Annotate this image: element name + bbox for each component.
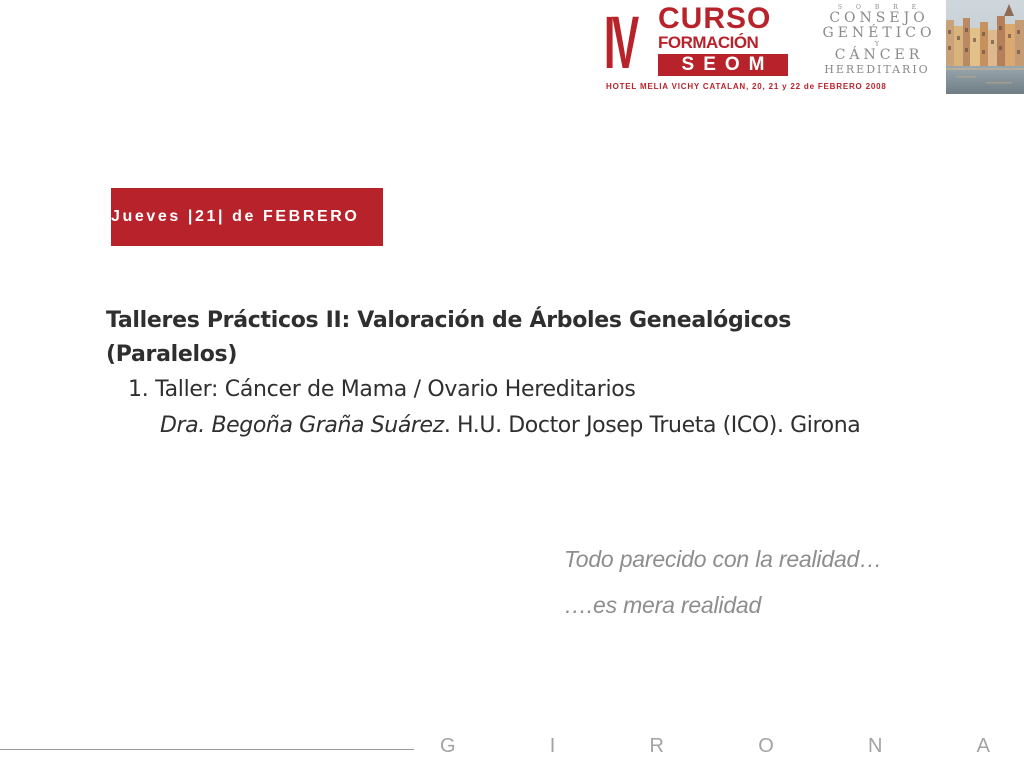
session-title-line-2: (Paralelos) [106, 342, 238, 367]
session-details [106, 304, 1006, 444]
logo-y: Y [875, 41, 893, 48]
logo-seom: SEOM [658, 54, 788, 76]
logo-sobre: SOBRE [837, 4, 931, 11]
footer-letter: A [976, 735, 990, 757]
logo-course-topic [815, 4, 939, 76]
footer-divider [0, 749, 414, 750]
quote-line-1: Todo parecido con la realidad… [564, 546, 882, 572]
logo-genetico: GENÉTICO [822, 25, 936, 41]
footer-letter: R [649, 735, 664, 757]
workshop-speaker [106, 408, 1006, 444]
workshop-item-text: Taller: Cáncer de Mama / Ovario Hereditarios [155, 377, 636, 402]
speaker-affiliation: . H.U. Doctor Josep Trueta (ICO). Girona [443, 413, 861, 438]
date-banner: Jueves |21| de FEBRERO [111, 188, 383, 246]
footer-letter: N [867, 735, 883, 757]
girona-photo-image [946, 0, 1024, 94]
workshop-item-number: 1. [128, 377, 149, 402]
speaker-name: Dra. Begoña Graña Suárez [160, 413, 444, 438]
footer-letter: O [758, 735, 774, 757]
workshop-item [106, 372, 1006, 408]
logo-consejo: CONSEJO [829, 10, 929, 26]
logo-formacion: FORMACIÓN [658, 33, 759, 52]
quote-line-2: ….es mera realidad [564, 592, 762, 618]
logo-curso: CURSO [658, 2, 772, 35]
footer-letter: G [440, 735, 456, 757]
logo-cancer: CÁNCER [834, 47, 924, 63]
girona-photo [946, 0, 1024, 94]
quote [564, 536, 882, 628]
logo-venue-dates: HOTEL MELIA VICHY CATALAN, 20, 21 y 22 de FEBRERO 2008 [606, 82, 887, 91]
logo-hereditario: HEREDITARIO [824, 63, 930, 76]
footer-letter: I [549, 735, 556, 757]
footer-city-name [440, 734, 990, 758]
logo-roman-numeral: IV [604, 1, 636, 84]
session-title-line-1: Talleres Prácticos II: Valoración de Árboles Genealógicos [106, 308, 792, 333]
